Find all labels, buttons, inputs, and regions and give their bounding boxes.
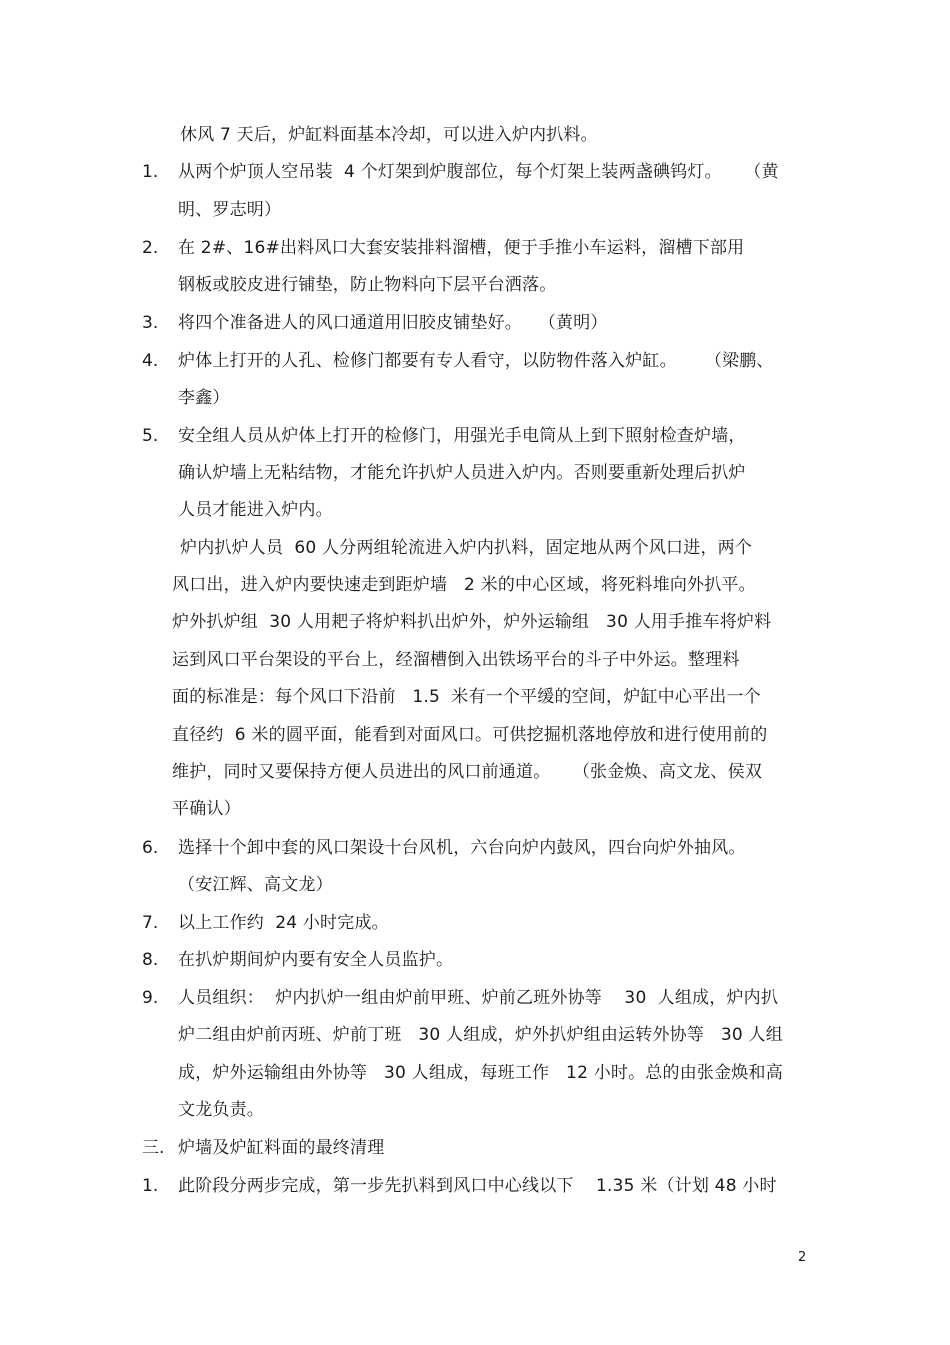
- list-number: 5.: [142, 426, 159, 446]
- text-line: 在 2#、16#出料风口大套安装排料溜槽，便于手推小车运料，溜槽下部用: [178, 238, 745, 258]
- text-line: 炉外扒炉组 30 人用耙子将炉料扒出炉外，炉外运输组 30 人用手推车将炉料: [172, 612, 772, 632]
- text-line: 直径约 6 米的圆平面，能看到对面风口。可供挖掘机落地停放和进行使用前的: [172, 725, 768, 745]
- list-number: 4.: [142, 351, 159, 371]
- text-line: 炉二组由炉前丙班、炉前丁班 30 人组成，炉外扒炉组由运转外协等 30 人组: [178, 1025, 783, 1045]
- list-number: 1.: [142, 1176, 159, 1196]
- page-number: 2: [798, 1250, 807, 1265]
- text-line: 选择十个卸中套的风口架设十台风机，六台向炉内鼓风，四台向炉外抽风。: [178, 838, 746, 858]
- list-number: 8.: [142, 950, 159, 970]
- text-line: 面的标准是：每个风口下沿前 1.5 米有一个平缓的空间，炉缸中心平出一个: [172, 687, 761, 707]
- text-line: 安全组人员从炉体上打开的检修门，用强光手电筒从上到下照射检查炉墙，: [178, 426, 746, 446]
- list-number: 3.: [142, 313, 159, 333]
- text-line: 此阶段分两步完成，第一步先扒料到风口中心线以下 1.35 米（计划 48 小时: [178, 1176, 777, 1196]
- text-line: 将四个准备进人的风口通道用旧胶皮铺垫好。 （黄明）: [178, 313, 608, 333]
- section-number: 三.: [142, 1138, 165, 1158]
- text-line: 成，炉外运输组由外协等 30 人组成，每班工作 12 小时。总的由张金焕和高: [178, 1063, 783, 1083]
- section-heading: 炉墙及炉缸料面的最终清理: [178, 1138, 385, 1158]
- text-line: 维护，同时又要保持方便人员进出的风口前通道。 （张金焕、高文龙、侯双: [172, 762, 763, 782]
- text-line: 休风 7 天后，炉缸料面基本冷却，可以进入炉内扒料。: [180, 125, 598, 145]
- text-line: 平确认）: [172, 799, 241, 819]
- list-number: 7.: [142, 913, 159, 933]
- text-line: 明、罗志明）: [178, 200, 282, 220]
- text-line: 炉内扒炉人员 60 人分两组轮流进入炉内扒料，固定地从两个风口进，两个: [180, 538, 753, 558]
- text-line: （安江辉、高文龙）: [178, 875, 333, 895]
- list-number: 9.: [142, 988, 159, 1008]
- list-number: 1.: [142, 162, 159, 182]
- text-line: 从两个炉顶人空吊装 4 个灯架到炉腹部位，每个灯架上装两盏碘钨灯。 （黄: [178, 162, 779, 182]
- text-line: 李鑫）: [178, 388, 230, 408]
- text-line: 人员组织： 炉内扒炉一组由炉前甲班、炉前乙班外协等 30 人组成，炉内扒: [178, 988, 779, 1008]
- text-line: 人员才能进入炉内。: [178, 500, 333, 520]
- text-line: 炉体上打开的人孔、检修门都要有专人看守，以防物件落入炉缸。 （梁鹏、: [178, 351, 774, 371]
- text-line: 文龙负责。: [178, 1100, 264, 1120]
- text-line: 确认炉墙上无粘结物，才能允许扒炉人员进入炉内。否则要重新处理后扒炉: [178, 463, 746, 483]
- text-line: 钢板或胶皮进行铺垫，防止物料向下层平台洒落。: [178, 275, 557, 295]
- list-number: 2.: [142, 238, 159, 258]
- list-number: 6.: [142, 838, 159, 858]
- text-line: 风口出，进入炉内要快速走到距炉墙 2 米的中心区域，将死料堆向外扒平。: [172, 575, 756, 595]
- text-line: 运到风口平台架设的平台上，经溜槽倒入出铁场平台的斗子中外运。整理料: [172, 650, 740, 670]
- text-line: 以上工作约 24 小时完成。: [178, 913, 389, 933]
- text-line: 在扒炉期间炉内要有安全人员监护。: [178, 950, 454, 970]
